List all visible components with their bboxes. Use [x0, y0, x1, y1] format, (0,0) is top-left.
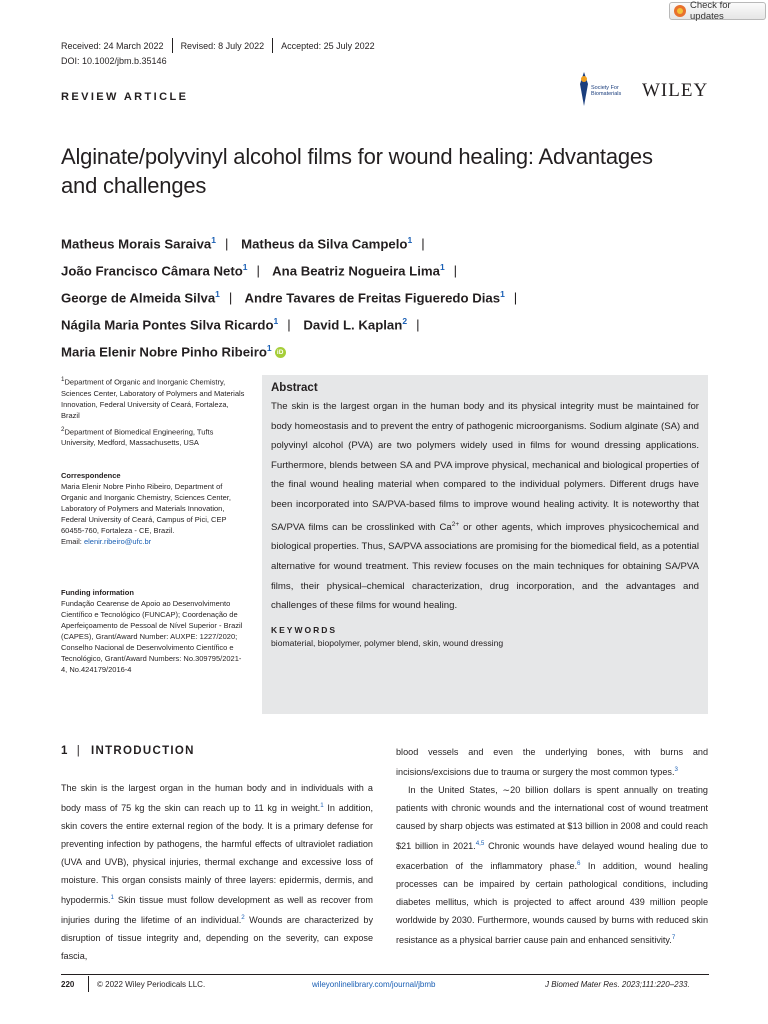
- footer-divider: [88, 976, 89, 992]
- body-left-column: [61, 779, 373, 965]
- page-number: 220: [61, 980, 75, 989]
- keywords-heading: KEYWORDS: [271, 624, 338, 635]
- citation-link[interactable]: 6: [577, 860, 581, 868]
- title-line-1: Alginate/polyvinyl alcohol films for wound healing: Advantages: [61, 144, 653, 169]
- footer-rule: [61, 974, 709, 975]
- citation-link[interactable]: 2: [241, 914, 245, 922]
- body-right-column: [396, 743, 708, 949]
- author-name[interactable]: Matheus da Silva Campelo: [241, 236, 408, 252]
- paragraph: The skin is the largest organ in the human body and in individuals with a body mass of 75 kg the skin can reach up to 11 kg in weight.$^1$ In addition, skin covers the entire external region of the body. It is a primary defense for preventing infection by pathogens, the harmful effects of ultraviolet radiation (UVA and UVB), physical injuries, thermal exchange and excessive loss of moisture. This organ consists mainly of three layers: epidermis, dermis, and hypodermis.$^1$ Skin tissue must follow development as well as recover from injuries during the lifetime of an individual.$^2$ Wounds are characterized by disruption of tissue integrity and, depending on the severity, can expose fascia,: [61, 783, 373, 962]
- author-affiliation: 1: [242, 261, 248, 272]
- correspondence-email-row: Email: elenir.ribeiro@ufc.br: [61, 537, 152, 546]
- title-line-2: and challenges: [61, 173, 207, 198]
- author-name[interactable]: Maria Elenir Nobre Pinho Ribeiro: [61, 343, 267, 359]
- accepted-date: Accepted: 25 July 2022: [281, 40, 375, 51]
- check-for-updates-button[interactable]: [669, 2, 766, 20]
- copyright: © 2022 Wiley Periodicals LLC.: [97, 980, 206, 989]
- correspondence-heading: Correspondence: [61, 471, 121, 480]
- society-logo-text: Society For Biomaterials: [591, 85, 622, 97]
- author-name[interactable]: George de Almeida Silva: [61, 290, 216, 306]
- affiliations: [61, 374, 247, 448]
- funding-text: Fundação Cearense de Apoio ao Desenvolvimento Científico e Tecnológico (FUNCAP); Coordenação de Aperfeiçoamento de Pessoal de Nível Superior - Brazil (CAPES), Grant/Award Number: AUXPE: 1227/2020; Conselho Nacional de Desenvolvimento Científico e Tecnológico, Grant/Award Numbers: No.309795/2021-4, No.424179/2016-4: [61, 599, 243, 674]
- citation: J Biomed Mater Res. 2023;111:220–233.: [545, 980, 690, 989]
- revised-date: Revised: 8 July 2022: [180, 40, 265, 51]
- abstract-text: The skin is the largest organ in the human body and its physical integrity must be maintained for body homeostasis and to prevent the entry of pathogenic microorganisms. Sodium alginate (SA) and polyvinyl alcohol (PVA) are two polymers widely used in films for wound dressing applications. Furthermore, blends between SA and PVA improve physical, mechanical and biological properties of the final wound healing material when compared to the individual polymers. Different drugs have been incorporated into SA/PVA-based films to improve wound healing activity. It is noteworthy that SA/PVA films can be crosslinked with $Ca^{2+}$ or other agents, which improves physicochemical and biological properties. Thus, SA/PVA associations are promising for the biomedical field, as a potential alternative for wound treatment. This review focuses on the main techniques for obtaining SA/PVA films, their physical–chemical characterization, drug incorporation, and the advantages and challenges of these films for wound healing.: [271, 401, 699, 612]
- author-name[interactable]: David L. Kaplan: [303, 317, 403, 333]
- author-affiliation: 1: [266, 342, 272, 353]
- email-link[interactable]: elenir.ribeiro@ufc.br: [83, 537, 152, 546]
- abstract-box: [262, 375, 708, 714]
- article-type: REVIEW ARTICLE: [61, 91, 189, 103]
- author-name[interactable]: João Francisco Câmara Neto: [61, 263, 243, 279]
- publisher-logo: WILEY: [642, 80, 709, 101]
- received-date: Received: 24 March 2022: [61, 40, 164, 51]
- date-divider: [272, 38, 273, 53]
- affiliation-2: $^2$Department of Biomedical Engineering, Tufts University, Medford, Massachusetts, USA: [61, 425, 214, 447]
- section-number: 1: [61, 745, 69, 757]
- doi[interactable]: DOI: 10.1002/jbm.b.35146: [61, 56, 167, 66]
- article-dates: [61, 38, 375, 53]
- section-separator: |: [76, 745, 81, 757]
- author-affiliation: 1: [273, 315, 279, 326]
- author-affiliation: 2: [402, 315, 408, 326]
- abstract-heading: Abstract: [271, 382, 318, 394]
- author-name[interactable]: Ana Beatriz Nogueira Lima: [272, 263, 440, 279]
- article-title: [61, 142, 731, 200]
- section-heading: [61, 745, 195, 757]
- check-for-updates-label: Check for updates: [690, 0, 731, 22]
- date-divider: [172, 38, 173, 53]
- citation-link[interactable]: 1: [110, 894, 114, 902]
- author-affiliation: 1: [500, 288, 505, 299]
- paragraph: blood vessels and even the underlying bones, with burns and incisions/excisions due to trauma or surgery the most common types.$^3$: [396, 747, 708, 778]
- citation-link[interactable]: 1: [320, 802, 324, 809]
- crossmark-icon: [674, 5, 686, 17]
- author-affiliation: 1: [215, 288, 220, 299]
- author-name[interactable]: Nágila Maria Pontes Silva Ricardo: [61, 317, 274, 333]
- funding-heading: Funding information: [61, 588, 134, 597]
- correspondence: [61, 470, 247, 547]
- author-affiliation: 1: [407, 235, 413, 245]
- society-logo-icon: [578, 70, 590, 108]
- author-list: Matheus Morais Saraiva$^1$ | Matheus da Silva Campelo$^1$ | João Francisco Câmara Neto$^1$ | Ana Beatriz Nogueira Lima$^1$ | George de Almeida Silva$^1$ | Andre Tavares de Freitas Figueredo Dias$^1$ | Nágila Maria Pontes Silva Ricardo$^1$ | David L. Kaplan$^2$ | Maria Elenir Nobre Pinho Ribeiro$^1$ iD: [61, 235, 518, 359]
- keywords: biomaterial, biopolymer, polymer blend, skin, wound dressing: [271, 637, 504, 648]
- citation-link[interactable]: 3: [674, 766, 678, 773]
- citation-link[interactable]: 7: [671, 934, 676, 942]
- section-title: INTRODUCTION: [91, 745, 195, 757]
- author-name[interactable]: Matheus Morais Saraiva: [61, 236, 212, 252]
- author-affiliation: 1: [211, 235, 216, 245]
- funding: [61, 587, 247, 675]
- author-affiliation: 1: [439, 261, 445, 272]
- paragraph: In the United States, ∼20 billion dollars is spent annually on treating patients with chronic wounds and the international cost of wound treatment caused by sharp objects was estimated at $13 billion in 2008 and could reach $21 billion in 2021.$^{4,5}$ Chronic wounds have delayed wound healing due to exacerbation of the inflammatory phase.$^6$ In addition, wound healing processes can be impaired by certain pathological conditions, including diabetes mellitus, which is projected to affect around 439 million people worldwide by 2030. Furthermore, wounds caused by burns with reduced skin resistance as a physical barrier cause pain and enhanced sensitivity.$^7$: [396, 785, 708, 946]
- affiliation-1: $^1$Department of Organic and Inorganic Chemistry, Sciences Center, Laboratory of Polymers and Materials Innovation, Federal University of Ceará, Fortaleza, Brazil: [61, 376, 245, 420]
- author-name[interactable]: Andre Tavares de Freitas Figueredo Dias: [244, 290, 501, 306]
- citation-link[interactable]: 4,5: [475, 840, 485, 848]
- correspondence-text: Maria Elenir Nobre Pinho Ribeiro, Department of Organic and Inorganic Chemistry, Sciences Center, Laboratory of Polymers and Materials Innovation, Federal University of Ceará, Campus of Pici, CEP 60455-760, Fortaleza - CE, Brazil.: [61, 482, 231, 535]
- orcid-icon[interactable]: iD: [275, 347, 286, 358]
- journal-link[interactable]: wileyonlinelibrary.com/journal/jbmb: [312, 980, 436, 989]
